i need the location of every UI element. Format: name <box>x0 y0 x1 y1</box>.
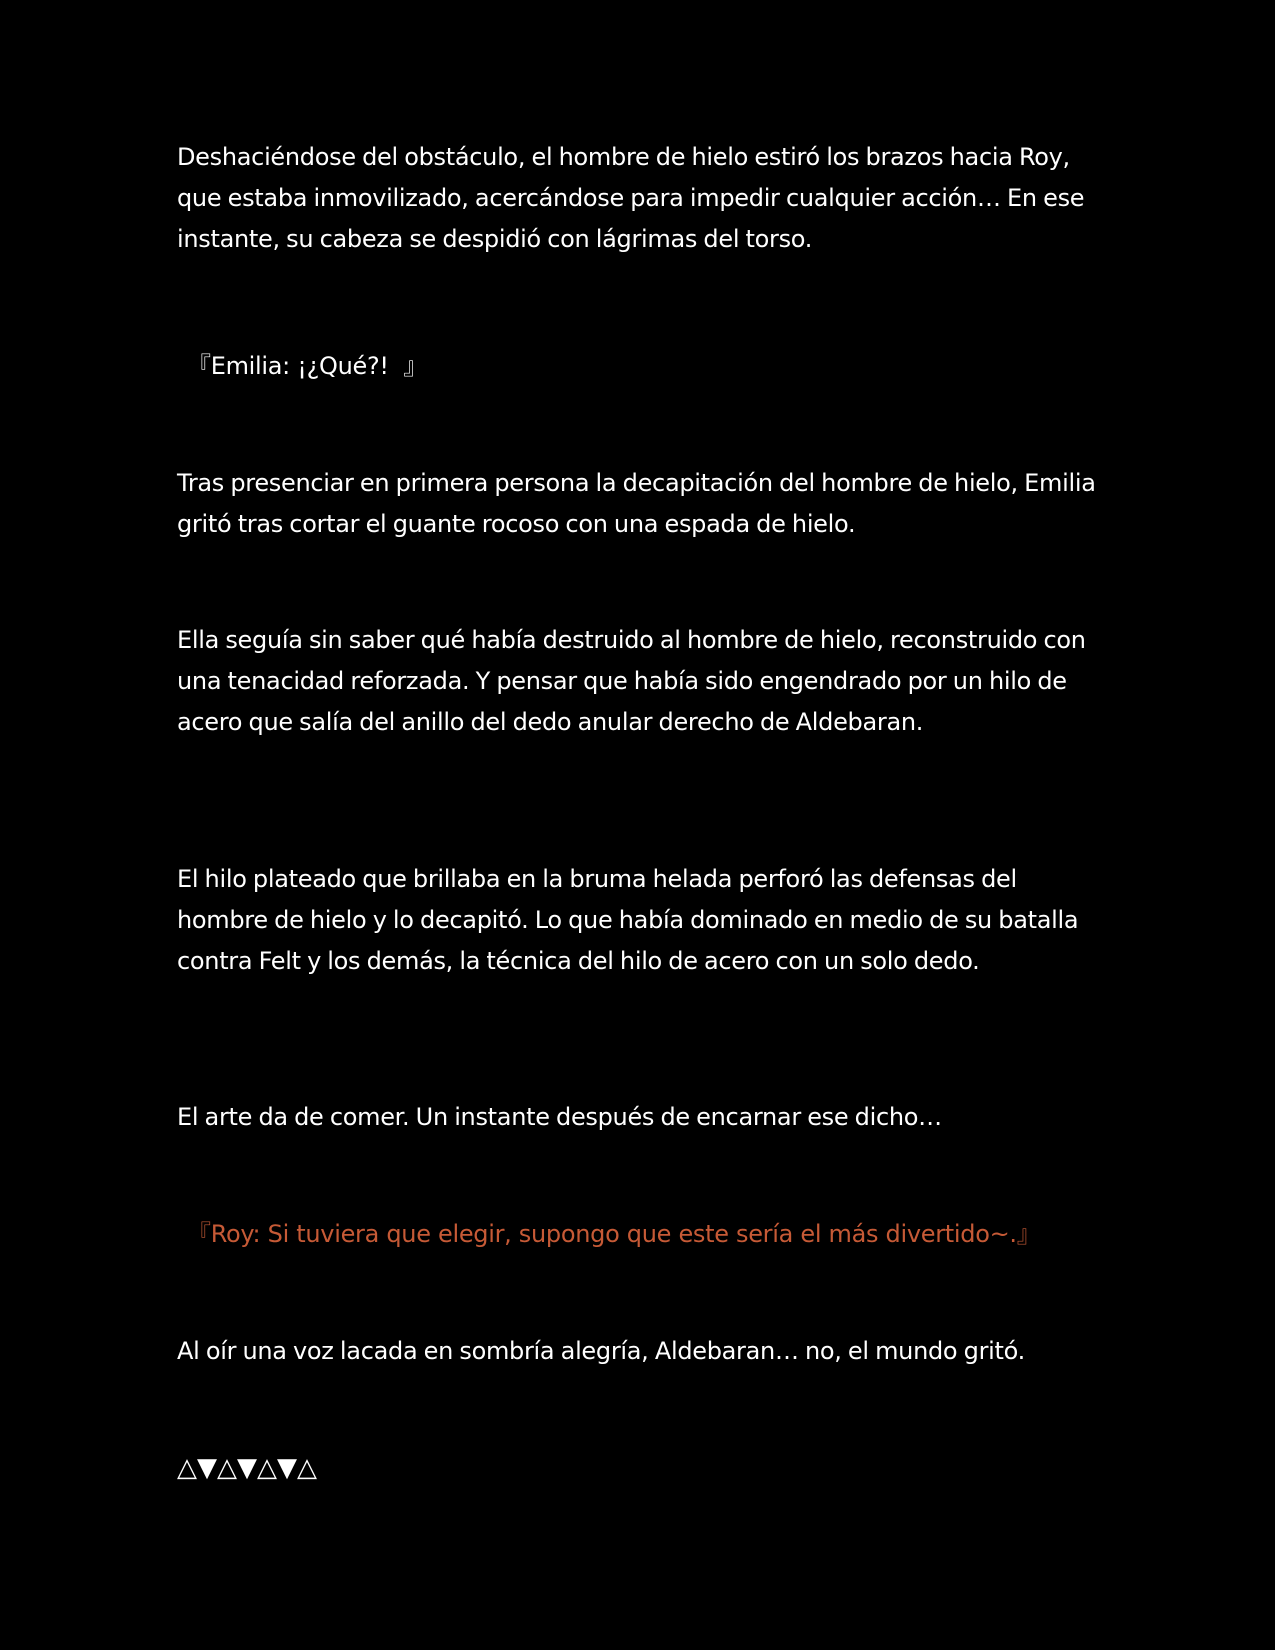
paragraph-1: Deshaciéndose del obstáculo, el hombre de hielo estiró los brazos hacia Roy, que estaba inmovilizado, acercándose para impedir cualquier acción… En ese instante, su cabeza se despidió con lágrimas del torso. <box>177 143 1085 253</box>
dialogue-roy: 『Roy: Si tuviera que elegir, supongo que este sería el más divertido~.』 <box>187 1220 1041 1248</box>
paragraph-2: Tras presenciar en primera persona la decapitación del hombre de hielo, Emilia gritó tras cortar el guante rocoso con una espada de hielo. <box>177 469 1096 538</box>
scene-separator: △▼△▼△▼△ <box>177 1453 317 1483</box>
paragraph-4: El hilo plateado que brillaba en la bruma helada perforó las defensas del hombre de hielo y lo decapitó. Lo que había dominado en medio de su batalla contra Felt y los demás, la técnica del hilo de acero con un solo dedo. <box>177 865 1079 975</box>
dialogue-emilia: 『Emilia: ¡¿Qué?! 』 <box>187 352 428 380</box>
paragraph-5: El arte da de comer. Un instante después de encarnar ese dicho… <box>177 1103 942 1131</box>
paragraph-3: Ella seguía sin saber qué había destruido al hombre de hielo, reconstruido con una tenacidad reforzada. Y pensar que había sido engendrado por un hilo de acero que salía del anillo del dedo anular derecho de Aldebaran. <box>177 626 1086 736</box>
paragraph-6: Al oír una voz lacada en sombría alegría, Aldebaran… no, el mundo gritó. <box>177 1337 1025 1365</box>
